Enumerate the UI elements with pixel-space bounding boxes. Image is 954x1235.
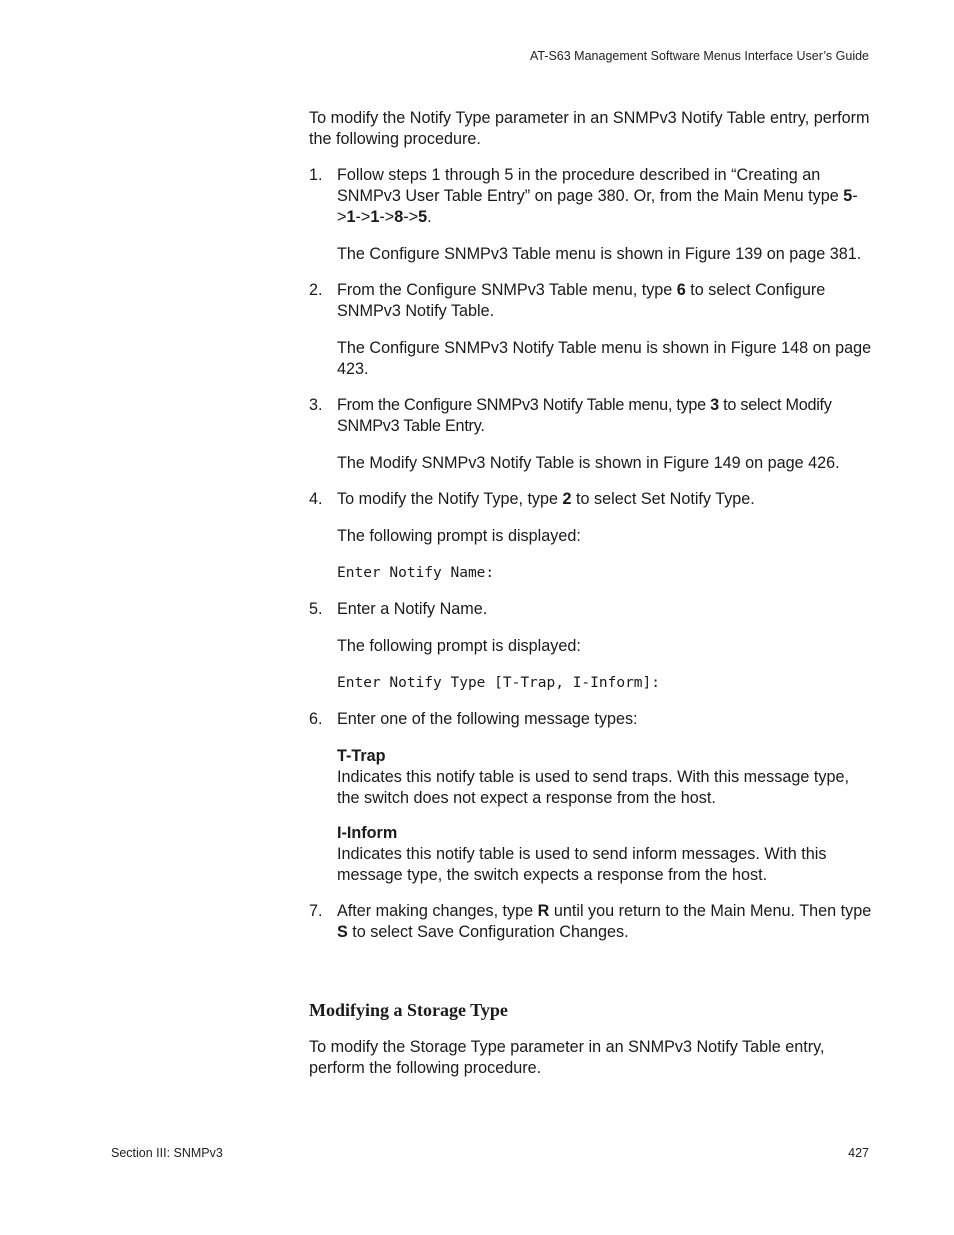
step-text: From the Configure SNMPv3 Table menu, type 6 to select Configure SNMPv3 Notify Table. [337, 281, 826, 320]
step-text: Enter one of the following message types: [337, 710, 638, 728]
step-note: The following prompt is displayed: [337, 637, 581, 655]
term-title: T-Trap [337, 747, 386, 765]
procedure-step-4 [309, 489, 874, 584]
step-number: 5. [309, 600, 323, 618]
step-number: 4. [309, 490, 323, 508]
running-header: AT-S63 Management Software Menus Interface User’s Guide [529, 49, 869, 63]
section-intro: To modify the Storage Type parameter in an SNMPv3 Notify Table entry, perform the following procedure. [309, 1038, 825, 1077]
step-number: 6. [309, 710, 323, 728]
procedure-step-2 [309, 280, 874, 380]
step-text: After making changes, type R until you return to the Main Menu. Then type S to select Save Configuration Changes. [337, 902, 872, 941]
procedure-step-5 [309, 599, 874, 694]
term-definition-i-inform [337, 823, 874, 886]
step-text: To modify the Notify Type, type 2 to select Set Notify Type. [337, 490, 755, 508]
step-note: The Configure SNMPv3 Table menu is shown in Figure 139 on page 381. [337, 245, 862, 263]
step-number: 1. [309, 166, 323, 184]
step-number: 7. [309, 902, 323, 920]
term-title: I-Inform [337, 824, 398, 842]
page-number: 427 [848, 1146, 869, 1160]
section-heading: Modifying a Storage Type [309, 1000, 508, 1020]
page-content [309, 108, 874, 1079]
intro-paragraph: To modify the Notify Type parameter in an SNMPv3 Notify Table entry, perform the following procedure. [309, 109, 870, 148]
step-text: Enter a Notify Name. [337, 600, 488, 618]
step-number: 3. [309, 396, 323, 414]
step-number: 2. [309, 281, 323, 299]
step-text: From the Configure SNMPv3 Notify Table menu, type 3 to select Modify SNMPv3 Table Entry. [337, 396, 832, 435]
procedure-step-3 [309, 395, 874, 474]
step-note: The following prompt is displayed: [337, 527, 581, 545]
prompt-text: Enter Notify Type [T-Trap, I-Inform]: [337, 675, 661, 691]
step-note: The Configure SNMPv3 Notify Table menu is shown in Figure 148 on page 423. [337, 339, 872, 378]
step-note: The Modify SNMPv3 Notify Table is shown in Figure 149 on page 426. [337, 454, 840, 472]
term-description: Indicates this notify table is used to send inform messages. With this message type, the switch expects a response from the host. [337, 845, 827, 884]
step-text: Follow steps 1 through 5 in the procedure described in “Creating an SNMPv3 User Table Entry” on page 380. Or, from the Main Menu type 5->1->1->8->5. [337, 166, 858, 226]
term-description: Indicates this notify table is used to send traps. With this message type, the switch does not expect a response from the host. [337, 768, 849, 807]
term-definition-t-trap [337, 746, 874, 809]
procedure-step-1 [309, 165, 874, 265]
procedure-step-7 [309, 901, 874, 943]
footer-section-label: Section III: SNMPv3 [111, 1146, 223, 1160]
prompt-text: Enter Notify Name: [337, 565, 495, 581]
procedure-step-6 [309, 709, 874, 886]
